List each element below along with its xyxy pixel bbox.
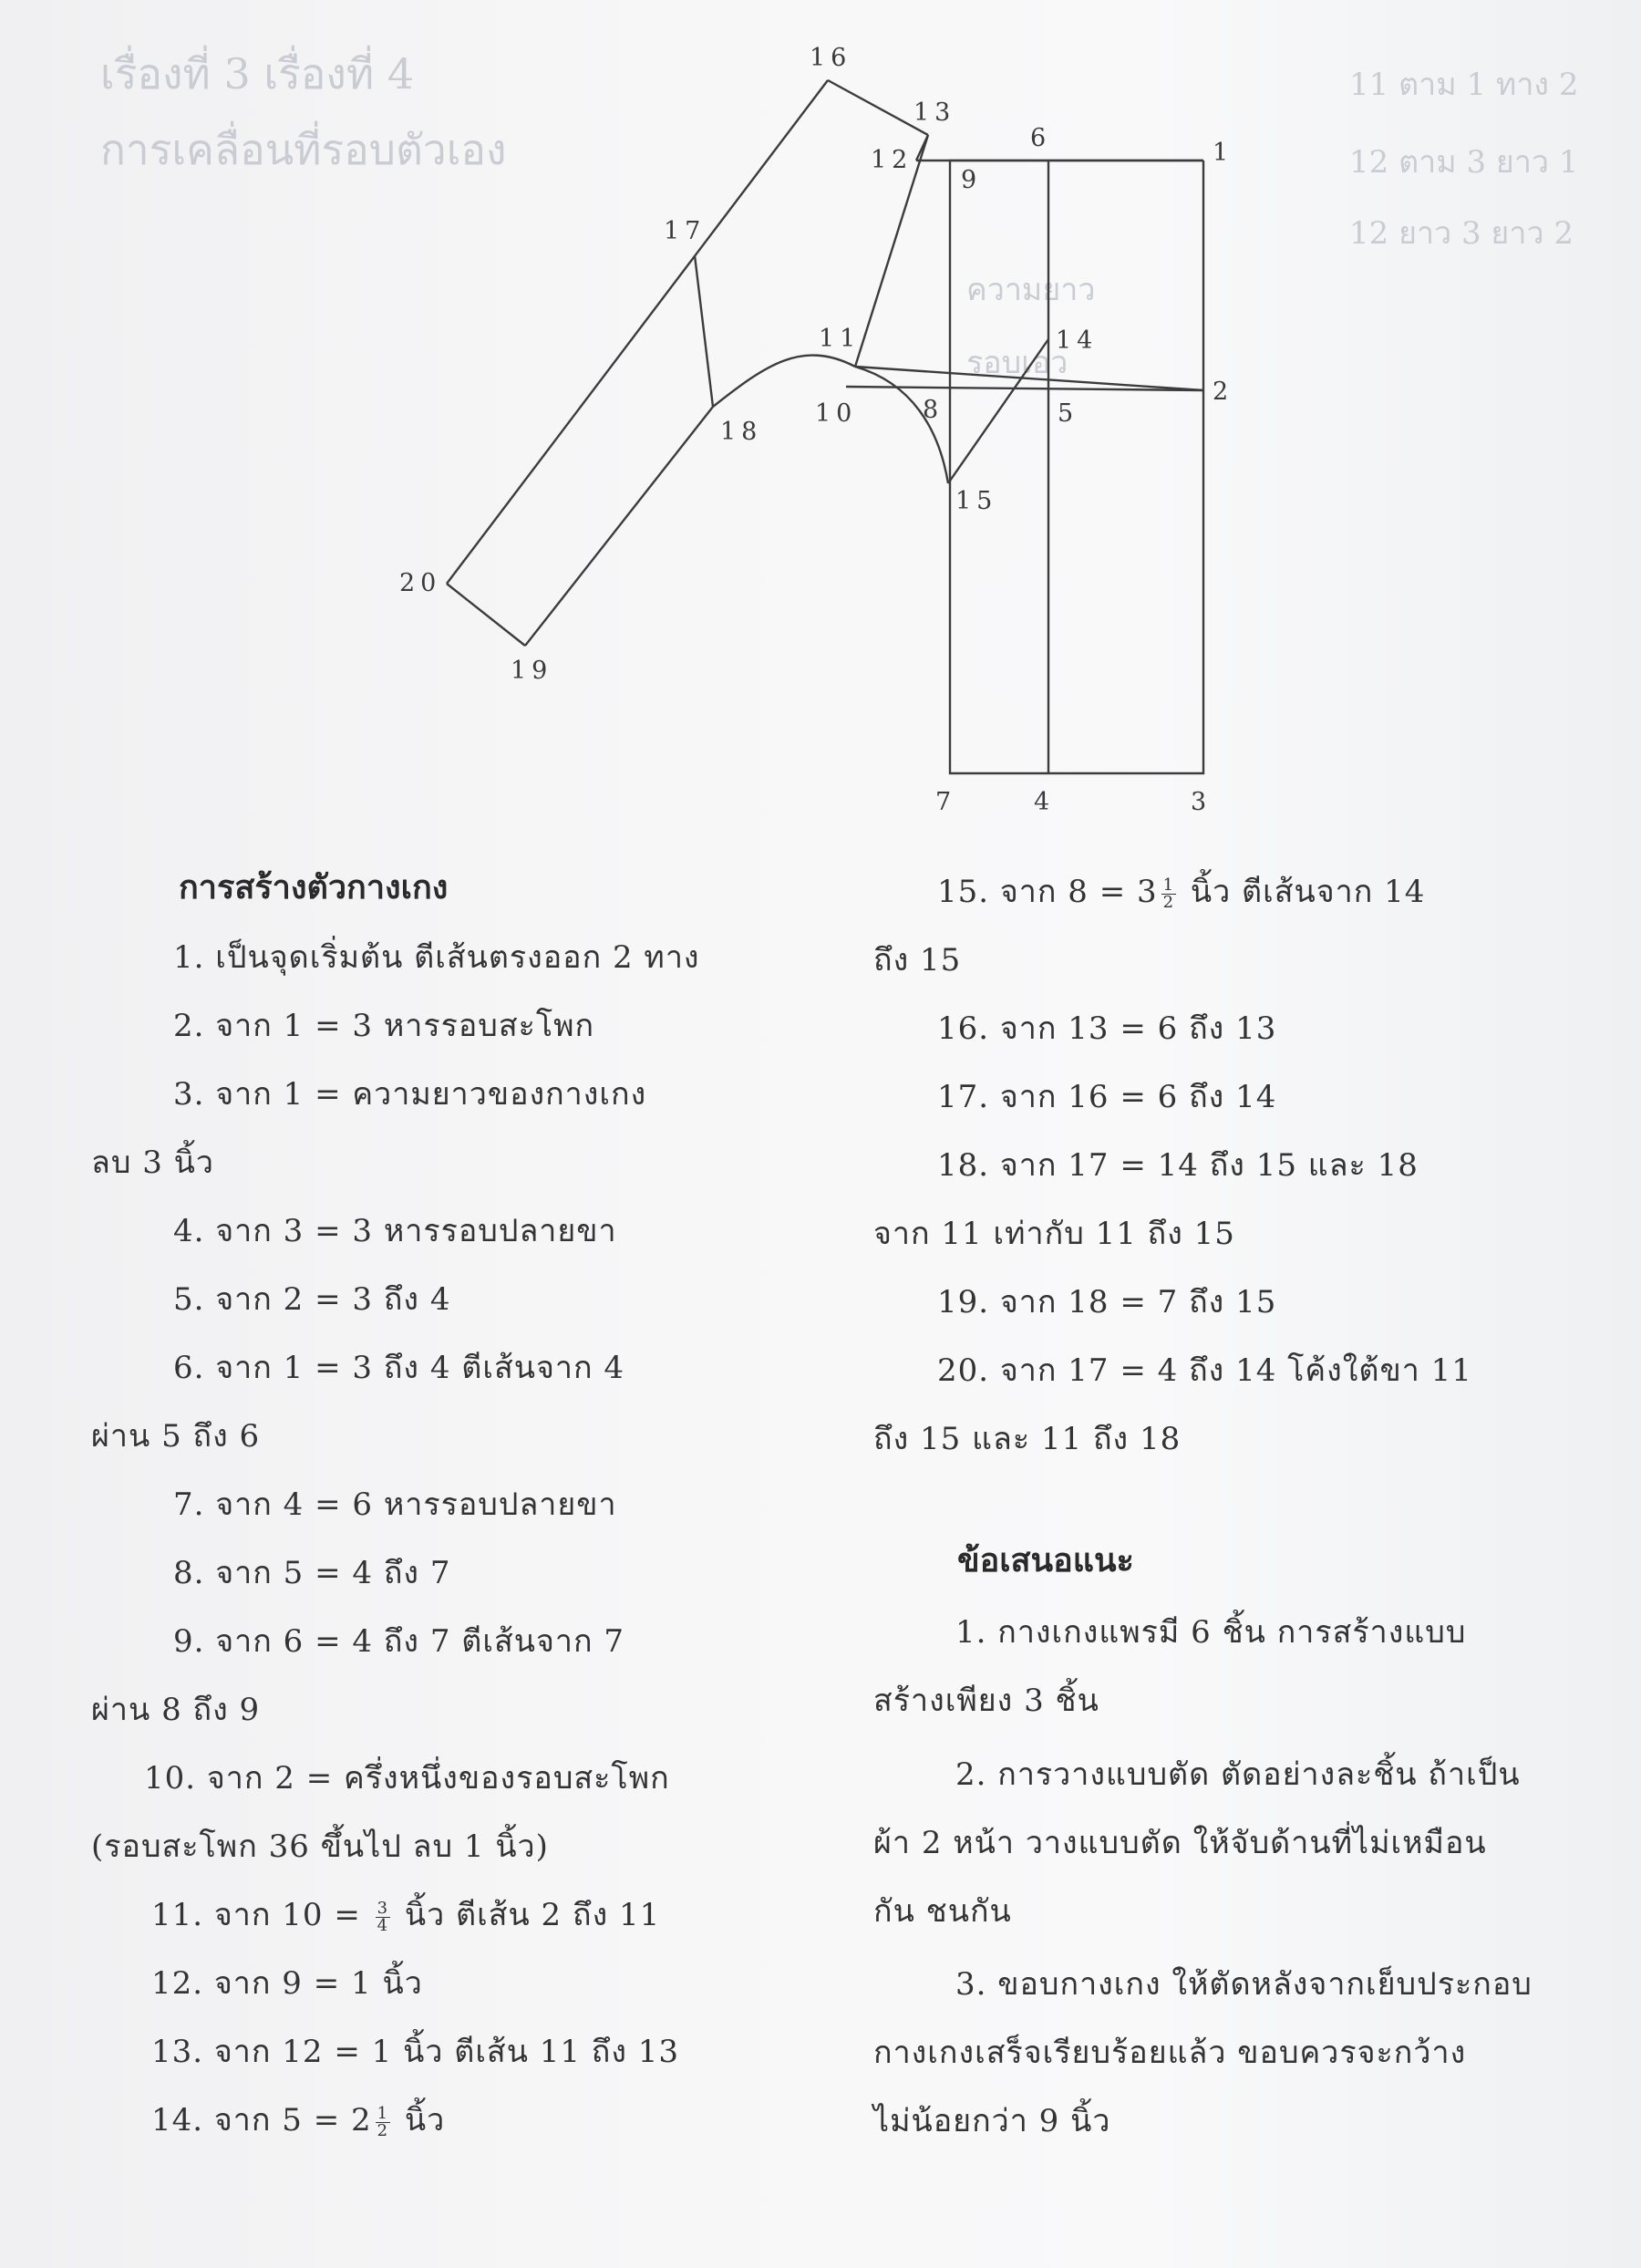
point-5-label: 5 (1058, 399, 1079, 428)
step-line: 20. จาก 17 = 4 ถึง 14 โค้งใต้ขา 11 (937, 1352, 1472, 1389)
tip-line: 1. กางเกงแพรมี 6 ชิ้น การสร้างแบบ (955, 1614, 1467, 1651)
step-line: 19. จาก 18 = 7 ถึง 15 (937, 1284, 1277, 1320)
tip-line: กางเกงเสร็จเรียบร้อยแล้ว ขอบควรจะกว้าง (873, 2035, 1467, 2071)
point-16-label: 16 (810, 44, 852, 72)
point-15-label: 15 (955, 487, 998, 515)
bleed-row: 12 ตาม 3 ยาว 1 (1349, 144, 1579, 181)
point-3-label: 3 (1191, 788, 1213, 816)
step-line: 8. จาก 5 = 4 ถึง 7 (173, 1555, 451, 1591)
bleed-row: 12 ยาว 3 ยาว 2 (1349, 215, 1574, 252)
step-line: ถึง 15 และ 11 ถึง 18 (873, 1421, 1182, 1457)
point-8-label: 8 (923, 396, 944, 424)
step-line: 4. จาก 3 = 3 หารรอบปลายขา (173, 1213, 617, 1249)
step-line: จาก 11 เท่ากับ 11 ถึง 15 (873, 1216, 1235, 1252)
step-line: 1. เป็นจุดเริ่มต้น ตีเส้นตรงออก 2 ทาง (173, 939, 700, 976)
line-16-20 (447, 80, 828, 584)
point-13-label: 13 (913, 98, 956, 127)
point-12-label: 12 (871, 146, 913, 174)
step-line-14 (151, 2095, 445, 2144)
step-line: 18. จาก 17 = 14 ถึง 15 และ 18 (937, 1147, 1419, 1184)
bleed-row: 11 ตาม 1 ทาง 2 (1349, 67, 1579, 103)
tip-line: กัน ชนกัน (873, 1893, 1012, 1930)
step-15-text-b: นิ้ว ตีเส้นจาก 14 (1180, 874, 1426, 910)
step-15-text-a: 15. จาก 8 = 3 (937, 874, 1158, 910)
front-panel-outline (950, 161, 1203, 773)
point-17-label: 17 (664, 217, 707, 245)
point-14-label: 14 (1056, 326, 1099, 355)
point-18-label: 18 (720, 418, 763, 446)
left-heading: การสร้างตัวกางเกง (179, 869, 449, 906)
step-14-text-b: นิ้ว (394, 2102, 446, 2139)
tip-line: 2. การวางแบบตัด ตัดอย่างละชิ้น ถ้าเป็น (955, 1756, 1521, 1793)
step-11-text-a: 11. จาก 10 = (151, 1897, 372, 1933)
tip-line: ไม่น้อยกว่า 9 นิ้ว (873, 2103, 1111, 2139)
step-line: ผ่าน 5 ถึง 6 (91, 1418, 261, 1455)
step-line: (รอบสะโพก 36 ขึ้นไป ลบ 1 นิ้ว) (91, 1828, 549, 1865)
trouser-pattern-diagram (0, 0, 1641, 839)
point-20-label: 20 (399, 569, 442, 597)
point-2-label: 2 (1213, 378, 1234, 406)
point-10-label: 10 (815, 399, 858, 428)
tip-line: 3. ขอบกางเกง ให้ตัดหลังจากเย็บประกอบ (955, 1966, 1533, 2003)
step-line: ถึง 15 (873, 942, 962, 979)
step-line: 2. จาก 1 = 3 หารรอบสะโพก (173, 1008, 595, 1044)
step-line: 12. จาก 9 = 1 นิ้ว (151, 1965, 423, 2002)
fraction-one-half: $\frac{1}{2}$ (1162, 875, 1175, 912)
line-17-18 (695, 255, 713, 407)
step-line: 9. จาก 6 = 4 ถึง 7 ตีเส้นจาก 7 (173, 1623, 624, 1660)
point-7-label: 7 (935, 788, 957, 816)
point-11-label: 11 (819, 325, 862, 353)
point-9-label: 9 (961, 166, 983, 194)
right-heading: ข้อเสนอแนะ (957, 1542, 1134, 1579)
tip-line: สร้างเพียง 3 ชิ้น (873, 1683, 1099, 1719)
curve-11-15 (855, 367, 948, 483)
step-line: ลบ 3 นิ้ว (91, 1144, 214, 1181)
step-line-15 (937, 866, 1425, 916)
bleed-subtitle: การเคลื่อนที่รอบตัวเอง (100, 125, 507, 174)
point-1-label: 1 (1213, 139, 1234, 167)
point-4-label: 4 (1034, 788, 1056, 816)
step-line-11 (151, 1890, 660, 1939)
tip-line: ผ้า 2 หน้า วางแบบตัด ให้จับด้านที่ไม่เหมือน (873, 1825, 1487, 1861)
step-line: ผ่าน 8 ถึง 9 (91, 1692, 261, 1728)
step-line: 5. จาก 2 = 3 ถึง 4 (173, 1281, 451, 1318)
point-6-label: 6 (1030, 124, 1052, 152)
step-line: 10. จาก 2 = ครึ่งหนึ่งของรอบสะโพก (144, 1760, 670, 1797)
bleed-row: ความยาว (966, 272, 1096, 308)
step-line: 3. จาก 1 = ความยาวของกางเกง (173, 1076, 647, 1113)
step-line: 13. จาก 12 = 1 นิ้ว ตีเส้น 11 ถึง 13 (151, 2034, 680, 2070)
bleed-row: รอบเอว (966, 345, 1068, 381)
line-20-19 (447, 584, 525, 646)
fraction-three-quarters: $\frac{3}{4}$ (377, 1898, 389, 1935)
step-line: 7. จาก 4 = 6 หารรอบปลายขา (173, 1486, 617, 1523)
step-11-text-b: นิ้ว ตีเส้น 2 ถึง 11 (394, 1897, 661, 1933)
step-line: 6. จาก 1 = 3 ถึง 4 ตีเส้นจาก 4 (173, 1350, 624, 1386)
step-14-text-a: 14. จาก 5 = 2 (151, 2102, 372, 2139)
step-line: 17. จาก 16 = 6 ถึง 14 (937, 1079, 1277, 1115)
line-14-15 (948, 339, 1048, 483)
fraction-one-half: $\frac{1}{2}$ (377, 2103, 389, 2140)
step-line: 16. จาก 13 = 6 ถึง 13 (937, 1010, 1277, 1047)
point-19-label: 19 (511, 657, 553, 685)
bleed-title: เรื่องที่ 3 เรื่องที่ 4 (100, 49, 415, 98)
